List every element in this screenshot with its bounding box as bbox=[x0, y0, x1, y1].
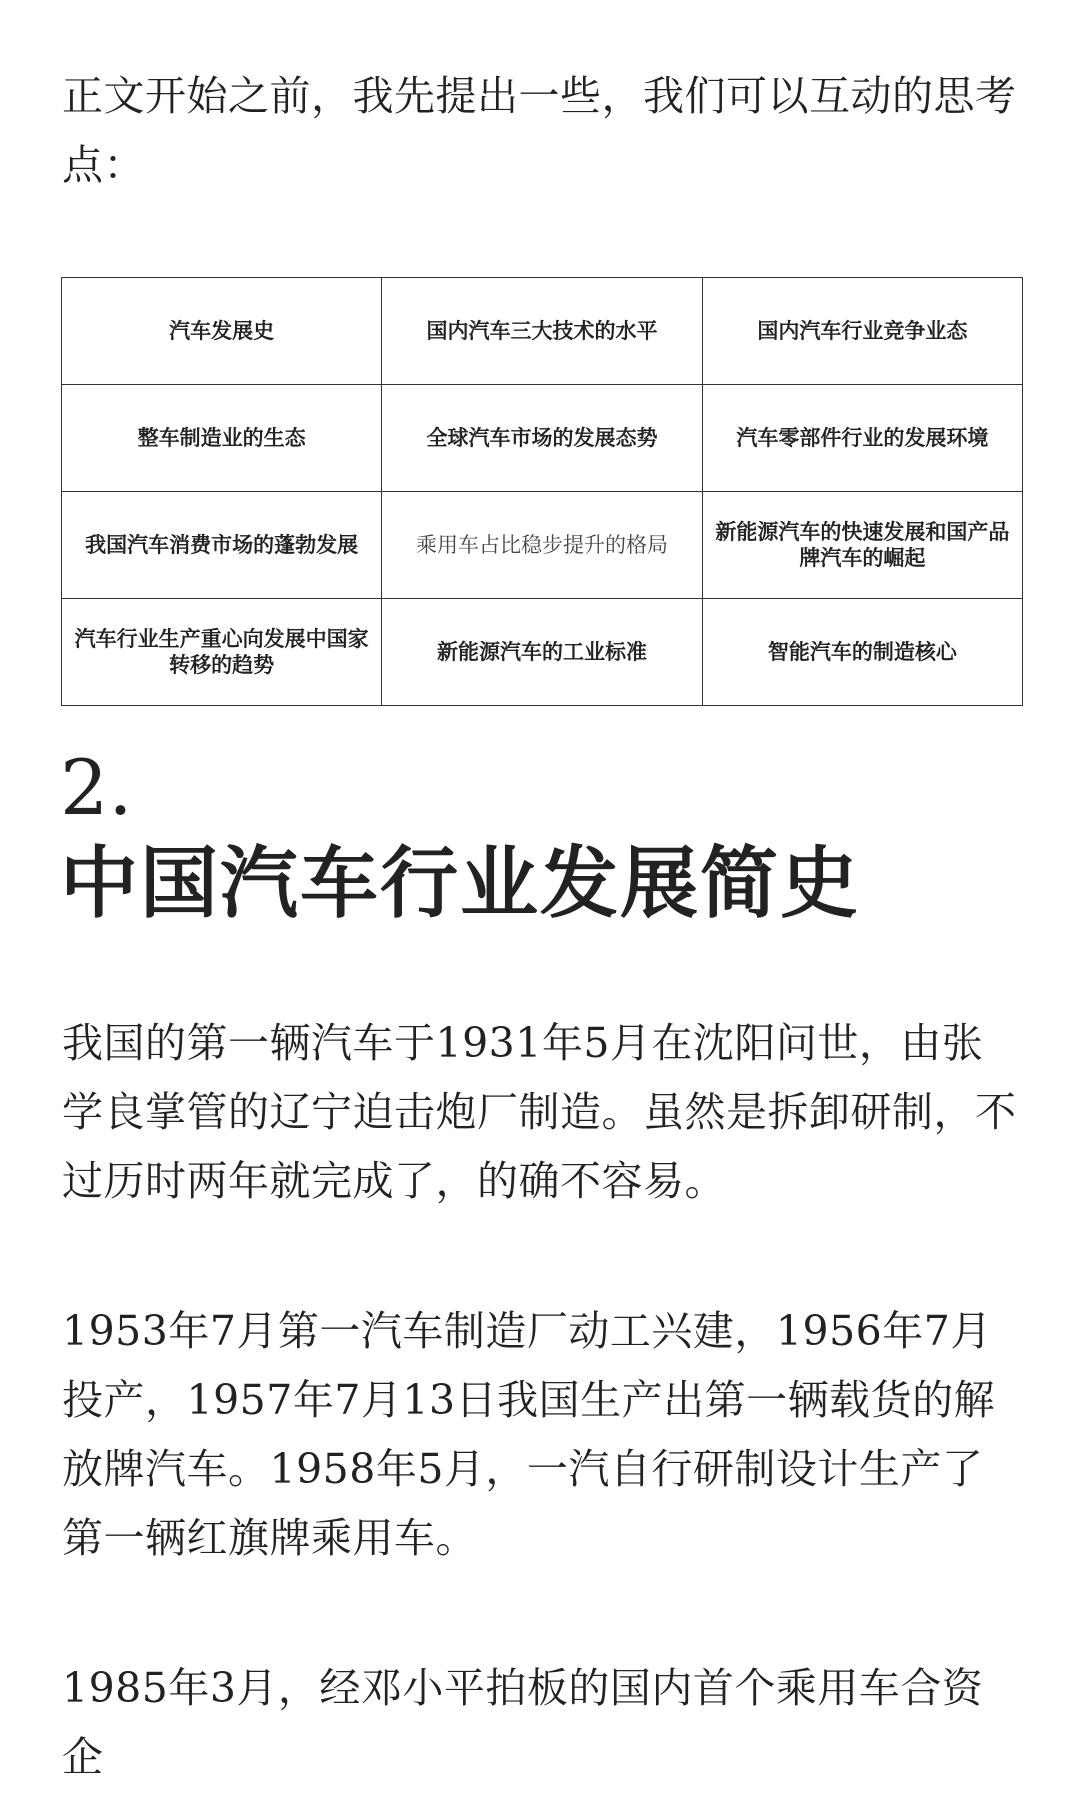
table-row bbox=[62, 385, 1023, 492]
section-number: 2. bbox=[60, 743, 133, 832]
table-cell: 全球汽车市场的发展态势 bbox=[382, 385, 702, 492]
table-cell: 智能汽车的制造核心 bbox=[702, 599, 1022, 706]
table-cell: 国内汽车行业竞争业态 bbox=[702, 278, 1022, 385]
table-row bbox=[62, 599, 1023, 706]
table-cell: 整车制造业的生态 bbox=[62, 385, 382, 492]
table-cell: 新能源汽车的工业标准 bbox=[382, 599, 702, 706]
table-cell: 汽车发展史 bbox=[62, 278, 382, 385]
table-row bbox=[62, 278, 1023, 385]
table-row bbox=[62, 492, 1023, 599]
intro-paragraph: 正文开始之前，我先提出一些，我们可以互动的思考点： bbox=[62, 72, 1017, 189]
table-cell: 我国汽车消费市场的蓬勃发展 bbox=[62, 492, 382, 599]
table-cell: 乘用车占比稳步提升的格局 bbox=[382, 492, 702, 599]
topics-table bbox=[61, 277, 1023, 706]
table-cell: 汽车零部件行业的发展环境 bbox=[702, 385, 1022, 492]
body-paragraph: 1985年3月，经邓小平拍板的国内首个乘用车合资企 bbox=[62, 1664, 984, 1781]
table-cell: 新能源汽车的快速发展和国产品牌汽车的崛起 bbox=[702, 492, 1022, 599]
table-cell: 国内汽车三大技术的水平 bbox=[382, 278, 702, 385]
body-paragraph: 我国的第一辆汽车于1931年5月在沈阳问世，由张学良掌管的辽宁迫击炮厂制造。虽然是拆卸研制，不过历时两年就完成了，的确不容易。 bbox=[62, 1019, 1017, 1205]
table-cell: 汽车行业生产重心向发展中国家转移的趋势 bbox=[62, 599, 382, 706]
body-paragraph: 1953年7月第一汽车制造厂动工兴建，1956年7月投产，1957年7月13日我国生产出第一辆载货的解放牌汽车。1958年5月，一汽自行研制设计生产了第一辆红旗牌乘用车。 bbox=[62, 1307, 996, 1562]
section-title: 中国汽车行业发展简史 bbox=[60, 838, 861, 929]
